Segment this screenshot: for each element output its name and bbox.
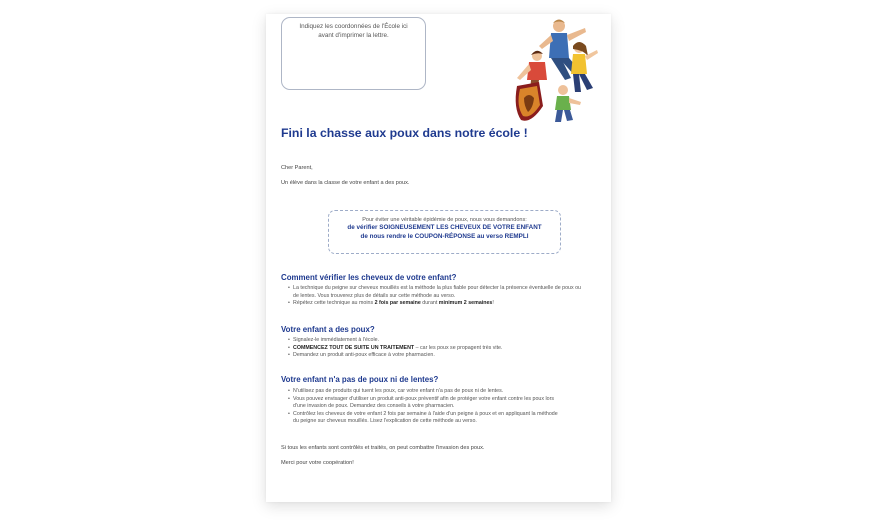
list-item: d'une invasion de poux. Demandez des conseils à votre pharmacien. — [293, 403, 455, 410]
request-callout — [328, 210, 561, 254]
school-address-box — [281, 17, 426, 90]
section-list-no-lice — [288, 388, 606, 426]
children-illustration — [509, 16, 601, 126]
section-heading-has-lice: Votre enfant a des poux? — [281, 325, 375, 334]
letter-page — [266, 14, 611, 502]
thanks-text: Merci pour votre coopération! — [281, 460, 354, 466]
section-list-check — [288, 285, 606, 308]
list-item: • Signalez-le immédiatement à l'école. — [288, 337, 606, 345]
list-item: de lentes. Vous trouverez plus de détails sur cette méthode au verso. — [293, 292, 456, 299]
list-item: du peigne sur cheveux mouillés. Lisez l'explication de cette méthode au verso. — [293, 418, 477, 425]
intro-text: Un élève dans la classe de votre enfant a des poux. — [281, 180, 410, 186]
letter-title: Fini la chasse aux poux dans notre école ! — [281, 126, 528, 140]
address-box-line1: Indiquez les coordonnées de l'École ici — [299, 23, 408, 30]
section-heading-check: Comment vérifier les cheveux de votre enfant? — [281, 273, 457, 282]
greeting: Cher Parent, — [281, 165, 313, 171]
list-item: • Demandez un produit anti-poux efficace à votre pharmacien. — [288, 352, 606, 360]
address-box-line2: avant d'imprimer la lettre. — [318, 31, 389, 39]
callout-line2: de vérifier SOIGNEUSEMENT LES CHEVEUX DE VOTRE ENFANT — [347, 224, 542, 231]
callout-line1: Pour éviter une véritable épidémie de poux, nous vous demandons: — [362, 217, 527, 223]
list-item: • N'utilisez pas de produits qui tuent les poux, car votre enfant n'a pas de poux ni de lentes. — [288, 388, 606, 396]
list-item: • La technique du peigne sur cheveux mouillés est la méthode la plus fiable pour détecter la présence éventuelle de poux ou — [288, 285, 606, 293]
list-item: • Vous pouvez envisager d'utiliser un produit anti-poux préventif afin de protéger votre enfant contre les poux lors — [288, 396, 606, 404]
list-item: • COMMENCEZ TOUT DE SUITE UN TRAITEMENT – car les poux se propagent très vite. — [288, 345, 606, 353]
section-list-has-lice — [288, 337, 606, 360]
list-item: • Répétez cette technique au moins 2 fois par semaine durant minimum 2 semaines! — [288, 300, 606, 308]
section-heading-no-lice: Votre enfant n'a pas de poux ni de lentes? — [281, 375, 439, 384]
list-item: • Contrôlez les cheveux de votre enfant 2 fois par semaine à l'aide d'un peigne à poux et en appliquant la méthode — [288, 411, 606, 419]
closing-text: Si tous les enfants sont contrôlés et traités, on peut combattre l'invasion des poux. — [281, 445, 485, 451]
callout-line3: de nous rendre le COUPON-RÉPONSE au verso REMPLI — [360, 232, 529, 240]
